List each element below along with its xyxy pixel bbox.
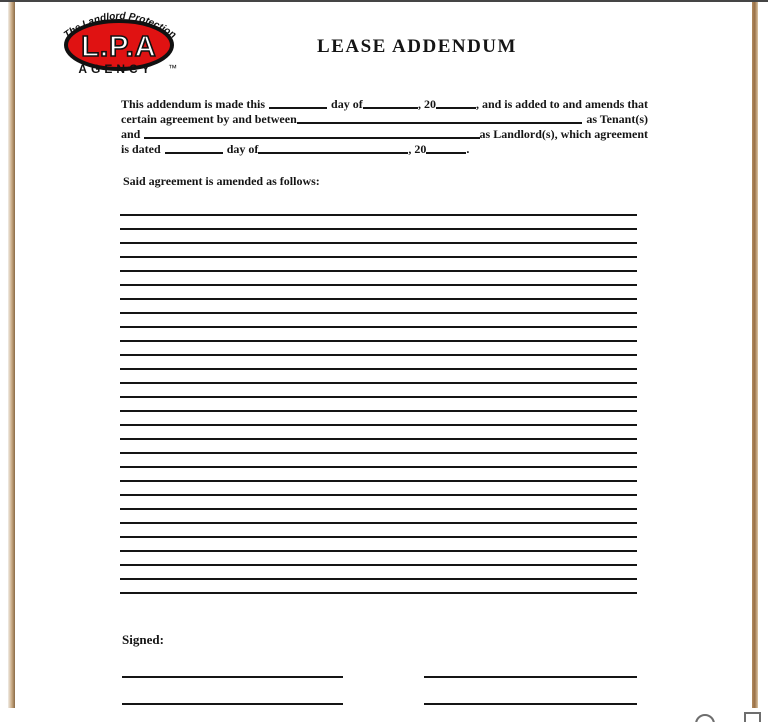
- ruled-line: [120, 368, 637, 370]
- page-title: LEASE ADDENDUM: [317, 36, 517, 57]
- ruled-line: [120, 536, 637, 538]
- intro-text: .: [466, 142, 470, 156]
- year-blank: [436, 105, 476, 109]
- ruled-line: [120, 466, 637, 468]
- ruled-line: [120, 438, 637, 440]
- signature-line: [122, 703, 343, 705]
- ruled-line: [120, 340, 637, 342]
- scan-left-edge: [8, 2, 15, 708]
- intro-line-2: [121, 111, 648, 126]
- intro-text: This addendum is made this: [121, 97, 266, 111]
- dated-year-blank: [426, 150, 466, 154]
- intro-text: is dated: [121, 142, 161, 156]
- intro-text: and: [121, 127, 141, 141]
- ruled-line: [120, 270, 637, 272]
- signature-line: [424, 703, 637, 705]
- logo-agency-text: AGENCY: [78, 62, 154, 76]
- ruled-line: [120, 284, 637, 286]
- intro-line-3: [121, 126, 648, 141]
- ruled-line: [120, 298, 637, 300]
- ruled-line: [120, 396, 637, 398]
- ruled-line: [120, 592, 637, 594]
- intro-text: day of: [331, 97, 363, 111]
- ruled-line: [120, 410, 637, 412]
- ruled-line: [120, 242, 637, 244]
- scan-right-edge: [752, 2, 758, 708]
- ruled-lines: [120, 214, 637, 606]
- ruled-line: [120, 256, 637, 258]
- ruled-line: [120, 312, 637, 314]
- dated-day-blank: [165, 150, 223, 154]
- intro-text: , 20: [417, 97, 436, 111]
- trademark-symbol: ™: [168, 63, 177, 73]
- amendment-label: Said agreement is amended as follows:: [123, 174, 320, 188]
- ruled-line: [120, 550, 637, 552]
- ruled-line: [120, 564, 637, 566]
- logo-acronym: L.P.A: [81, 31, 157, 63]
- ruled-line: [120, 424, 637, 426]
- lpa-logo: [58, 3, 182, 79]
- ruled-line: [120, 480, 637, 482]
- ruled-line: [120, 508, 637, 510]
- dated-month-blank: [258, 150, 408, 154]
- intro-text: day of: [226, 142, 259, 156]
- ruled-line: [120, 326, 637, 328]
- intro-paragraph: [121, 96, 648, 156]
- partial-square-icon[interactable]: [744, 712, 761, 722]
- intro-text: as Tenant(s): [586, 112, 648, 126]
- partial-circle-icon[interactable]: [695, 714, 715, 722]
- ruled-line: [120, 452, 637, 454]
- ruled-line: [120, 494, 637, 496]
- intro-line-1: [121, 96, 648, 111]
- ruled-line: [120, 522, 637, 524]
- ruled-line: [120, 214, 637, 216]
- intro-text: certain agreement by and between: [121, 112, 297, 126]
- intro-text: as Landlord(s), which agreement: [479, 127, 648, 141]
- landlord-name-blank: [144, 135, 479, 139]
- signature-line: [424, 676, 637, 678]
- scan-top-edge: [0, 0, 768, 2]
- intro-line-4: [121, 141, 648, 156]
- logo-arc-text: The Landlord Protection: [62, 10, 178, 41]
- ruled-line: [120, 354, 637, 356]
- lpa-logo-graphic: [58, 3, 182, 79]
- intro-text: , and is added to and amends that: [475, 97, 648, 111]
- day-blank: [269, 105, 327, 109]
- ruled-line: [120, 578, 637, 580]
- signature-line: [122, 676, 343, 678]
- tenant-name-blank: [297, 120, 583, 124]
- ruled-line: [120, 228, 637, 230]
- intro-text: , 20: [408, 142, 427, 156]
- ruled-line: [120, 382, 637, 384]
- signed-label: Signed:: [122, 632, 164, 647]
- month-blank: [363, 105, 418, 109]
